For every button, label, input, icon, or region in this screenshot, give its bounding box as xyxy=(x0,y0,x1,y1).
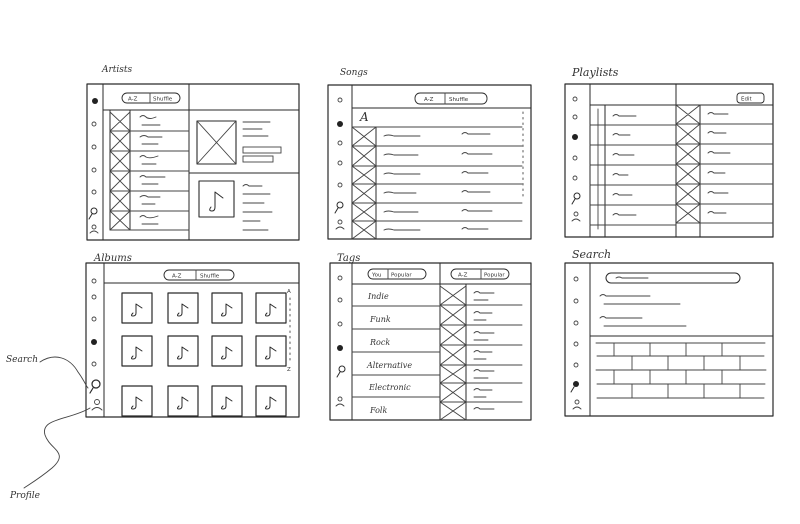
search-icon[interactable] xyxy=(335,202,343,213)
album-tile[interactable] xyxy=(168,386,198,416)
svg-text:You: You xyxy=(372,272,382,279)
nav-circle-icon[interactable] xyxy=(92,295,96,299)
nav-circle-icon[interactable] xyxy=(92,168,96,172)
genre-item[interactable]: Alternative xyxy=(367,361,413,370)
svg-text:Popular: Popular xyxy=(391,272,412,279)
music-note-icon xyxy=(222,304,233,316)
nav-circle-icon[interactable] xyxy=(92,190,96,194)
tag-result-list xyxy=(440,284,522,420)
artists-sort-toggle[interactable] xyxy=(122,93,180,103)
tags-sort-toggle[interactable] xyxy=(451,269,509,279)
search-frame xyxy=(565,263,773,416)
nav-circle-icon[interactable] xyxy=(574,363,578,367)
nav-circle-icon[interactable] xyxy=(573,156,577,160)
music-note-icon xyxy=(132,347,143,359)
genre-list xyxy=(352,292,440,415)
svg-text:A-Z: A-Z xyxy=(172,273,182,280)
artists-title: Artists xyxy=(102,65,133,75)
music-note-icon xyxy=(132,304,143,316)
nav-circle-icon[interactable] xyxy=(92,122,96,126)
nav-circle-icon[interactable] xyxy=(574,342,578,346)
nav-circle-icon[interactable] xyxy=(573,97,577,101)
music-note-icon xyxy=(222,397,233,409)
search-icon[interactable] xyxy=(90,380,100,393)
nav-circle-icon[interactable] xyxy=(92,362,96,366)
nav-circle-icon[interactable] xyxy=(338,322,342,326)
nav-active-circle-icon[interactable] xyxy=(572,134,578,140)
nav-circle-icon[interactable] xyxy=(573,115,577,119)
album-tile[interactable] xyxy=(212,386,242,416)
genre-item[interactable]: Rock xyxy=(370,338,391,347)
tags-title: Tags xyxy=(337,253,361,264)
playlists-title: Playlists xyxy=(572,66,619,79)
buttons-sketch xyxy=(243,147,281,162)
profile-icon[interactable] xyxy=(336,220,344,229)
album-tile[interactable] xyxy=(256,336,286,366)
music-note-icon xyxy=(266,347,277,359)
music-note-icon xyxy=(178,347,189,359)
search-icon[interactable] xyxy=(337,366,345,377)
svg-text:A-Z: A-Z xyxy=(458,272,468,279)
scroll-index-top: A xyxy=(287,289,291,295)
nav-circle-icon[interactable] xyxy=(92,317,96,321)
music-note-icon xyxy=(178,304,189,316)
edit-button[interactable] xyxy=(737,93,764,103)
music-note-icon xyxy=(199,181,234,217)
genre-item[interactable]: Indie xyxy=(368,292,389,301)
genre-item[interactable]: Folk xyxy=(370,406,388,415)
svg-text:Shuffle: Shuffle xyxy=(449,97,469,103)
albums-frame xyxy=(86,263,299,417)
artists-frame xyxy=(87,84,299,240)
music-note-icon xyxy=(222,347,233,359)
album-tile[interactable] xyxy=(122,293,152,323)
nav-circle-icon[interactable] xyxy=(338,183,342,187)
album-tile[interactable] xyxy=(212,293,242,323)
profile-icon[interactable] xyxy=(92,400,102,411)
search-results xyxy=(600,295,686,327)
nav-circle-icon[interactable] xyxy=(338,141,342,145)
music-note-icon xyxy=(266,397,277,409)
nav-active-circle-icon[interactable] xyxy=(337,121,343,127)
nav-active-circle-icon[interactable] xyxy=(337,345,343,351)
browse-categories-sketch xyxy=(596,343,766,398)
image-placeholder-icon xyxy=(197,121,236,164)
svg-text:Edit: Edit xyxy=(741,96,752,103)
annotation-search-arrow xyxy=(40,357,88,388)
nav-circle-icon[interactable] xyxy=(92,279,96,283)
search-icon[interactable] xyxy=(572,193,580,204)
nav-circle-icon[interactable] xyxy=(338,161,342,165)
album-tile[interactable] xyxy=(212,336,242,366)
tags-filter-toggle[interactable] xyxy=(368,269,426,279)
album-tile[interactable] xyxy=(122,336,152,366)
search-input[interactable] xyxy=(606,273,740,283)
music-note-icon xyxy=(266,304,277,316)
music-note-icon xyxy=(132,397,143,409)
annotation-search: Search xyxy=(6,355,38,365)
albums-sort-toggle[interactable] xyxy=(164,270,234,280)
annotation-profile: Profile xyxy=(10,491,40,501)
album-tile[interactable] xyxy=(256,293,286,323)
section-index-letter: A xyxy=(360,110,369,124)
nav-circle-icon[interactable] xyxy=(574,321,578,325)
nav-circle-icon[interactable] xyxy=(338,298,342,302)
profile-icon[interactable] xyxy=(90,225,98,233)
scroll-index-bottom: Z xyxy=(287,367,291,373)
nav-circle-icon[interactable] xyxy=(574,277,578,281)
search-icon[interactable] xyxy=(571,381,579,392)
album-tile[interactable] xyxy=(168,336,198,366)
songs-sort-toggle[interactable] xyxy=(415,93,487,104)
genre-item[interactable]: Electronic xyxy=(369,383,411,392)
playlist-list xyxy=(590,105,676,237)
nav-circle-icon[interactable] xyxy=(573,176,577,180)
search-title: Search xyxy=(572,248,612,261)
svg-text:Popular: Popular xyxy=(484,272,505,279)
annotation-profile-arrow xyxy=(24,408,90,488)
artist-list xyxy=(110,110,189,230)
svg-text:Shuffle: Shuffle xyxy=(200,273,220,280)
nav-active-circle-icon[interactable] xyxy=(92,98,98,104)
nav-active-circle-icon[interactable] xyxy=(91,339,97,345)
tags-frame xyxy=(330,263,531,420)
nav-circle-icon[interactable] xyxy=(574,299,578,303)
nav-circle-icon[interactable] xyxy=(338,276,342,280)
profile-icon[interactable] xyxy=(336,397,344,406)
album-tile[interactable] xyxy=(122,386,152,416)
playlist-detail-list xyxy=(676,105,773,237)
songs-frame xyxy=(328,85,531,239)
search-icon[interactable] xyxy=(89,208,97,219)
nav-circle-icon[interactable] xyxy=(92,145,96,149)
albums-title: Albums xyxy=(94,253,132,264)
svg-text:A-Z: A-Z xyxy=(424,97,434,103)
album-tile[interactable] xyxy=(168,293,198,323)
song-list xyxy=(352,127,522,239)
svg-text:Shuffle: Shuffle xyxy=(153,96,173,103)
playlists-frame xyxy=(565,84,773,237)
nav-circle-icon[interactable] xyxy=(338,98,342,102)
album-grid xyxy=(122,293,286,416)
genre-item[interactable]: Funk xyxy=(370,315,391,324)
profile-icon[interactable] xyxy=(572,212,580,221)
profile-icon[interactable] xyxy=(573,400,581,409)
music-note-icon xyxy=(178,397,189,409)
svg-text:A-Z: A-Z xyxy=(128,96,138,103)
album-tile[interactable] xyxy=(256,386,286,416)
songs-title: Songs xyxy=(340,68,368,78)
